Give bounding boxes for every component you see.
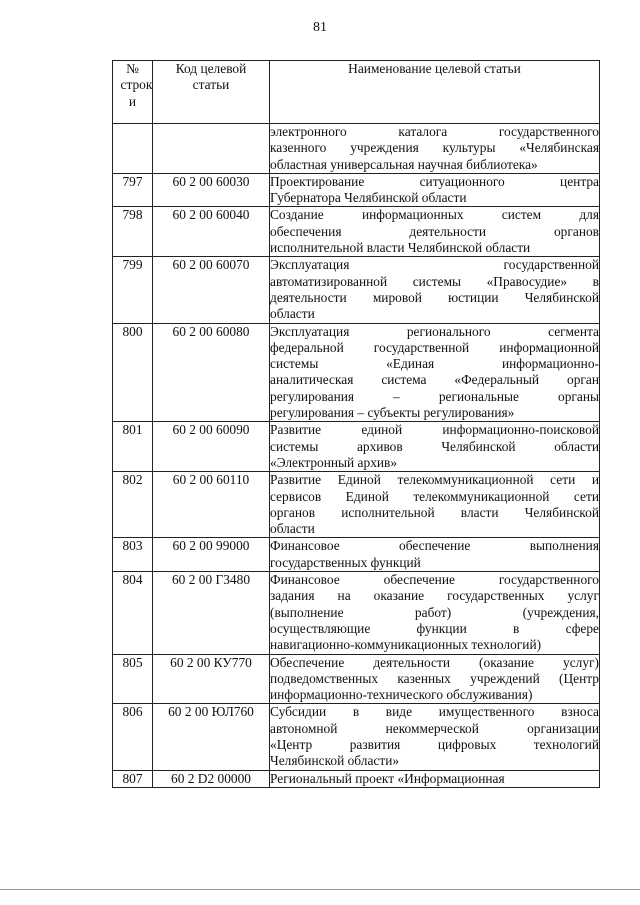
row-name-line: подведомственных казенных учреждений (Центр — [270, 670, 599, 686]
row-code: 60 2 00 60070 — [153, 257, 270, 323]
table-row — [113, 422, 600, 472]
row-name-line: Эксплуатация регионального сегмента — [270, 323, 599, 339]
row-number: 802 — [113, 472, 153, 538]
row-name — [270, 207, 600, 257]
row-code: 60 2 D2 00000 — [153, 770, 270, 787]
row-name-line: «Электронный архив» — [270, 454, 398, 470]
row-name-line: автономной некоммерческой организации — [270, 720, 599, 736]
row-name-line: Создание информационных систем для — [270, 207, 599, 223]
table-row — [113, 538, 600, 572]
row-name-line: электронного каталога государственного — [270, 124, 599, 139]
row-number — [113, 124, 153, 174]
row-name-line: системы архивов Челябинской области — [270, 438, 599, 454]
table-row — [113, 704, 600, 770]
row-name-line: Субсидии в виде имущественного взноса — [270, 704, 599, 720]
row-name-line: регулирования – субъекты регулирования» — [270, 405, 515, 421]
row-name-line: деятельности мировой юстиции Челябинской — [270, 289, 599, 305]
row-name-line: Региональный проект «Информационная — [270, 770, 505, 786]
row-name-line: задания на оказание государственных услуг — [270, 588, 599, 604]
header-name — [270, 61, 600, 124]
row-name-line: области — [270, 306, 315, 322]
header-code — [153, 61, 270, 124]
row-name-line: Развитие единой информационно-поисковой — [270, 422, 599, 438]
table-row — [113, 472, 600, 538]
table-row — [113, 173, 600, 207]
row-number: 805 — [113, 654, 153, 704]
row-name-line: исполнительной власти Челябинской области — [270, 240, 531, 256]
row-name-line: государственных функций — [270, 554, 421, 570]
header-name-label: Наименование целевой статьи — [348, 61, 521, 76]
table-row — [113, 770, 600, 787]
row-name-line: областная универсальная научная библиотека» — [270, 156, 538, 172]
row-number: 801 — [113, 422, 153, 472]
table-row — [113, 572, 600, 654]
table-row — [113, 124, 600, 174]
row-code: 60 2 00 60090 — [153, 422, 270, 472]
row-name — [270, 422, 600, 472]
row-name — [270, 472, 600, 538]
row-name-line: Эксплуатация государственной — [270, 257, 599, 273]
row-name-line: Челябинской области» — [270, 753, 400, 769]
row-name-line: Финансовое обеспечение государственного — [270, 572, 599, 588]
row-name-line: осуществляющие функции в сфере — [270, 620, 599, 636]
target-articles-table — [112, 60, 600, 788]
row-name-line: органов исполнительной власти Челябинской — [270, 504, 599, 520]
row-name-line: федеральной государственной информационной — [270, 339, 599, 355]
row-name-line: «Центр развития цифровых технологий — [270, 736, 599, 752]
row-name — [270, 538, 600, 572]
row-name-line: Проектирование ситуационного центра — [270, 173, 599, 189]
row-name-line: казенного учреждения культуры «Челябинская — [270, 140, 599, 156]
row-name-line: регулирования – региональные органы — [270, 388, 599, 404]
row-name — [270, 257, 600, 323]
row-number: 799 — [113, 257, 153, 323]
table-row — [113, 654, 600, 704]
row-name — [270, 572, 600, 654]
row-name-line: (выполнение работ) (учреждения, — [270, 604, 599, 620]
row-number: 803 — [113, 538, 153, 572]
row-name-line: обеспечения деятельности органов — [270, 223, 599, 239]
table-row — [113, 323, 600, 422]
page-bottom-rule — [0, 889, 640, 890]
table-body — [113, 124, 600, 788]
row-name — [270, 704, 600, 770]
row-name-line: области — [270, 521, 315, 537]
row-code: 60 2 00 ЮЛ760 — [153, 704, 270, 770]
row-name-line: информационно-технического обслуживания) — [270, 687, 533, 703]
row-name-line: Финансовое обеспечение выполнения — [270, 538, 599, 554]
table-row — [113, 257, 600, 323]
row-code — [153, 124, 270, 174]
header-num-label: № строк и — [120, 61, 153, 109]
row-name-line: Развитие Единой телекоммуникационной сети и — [270, 472, 599, 488]
row-number: 807 — [113, 770, 153, 787]
row-name-line: сервисов Единой телекоммуникационной сети — [270, 488, 599, 504]
row-name-line: Обеспечение деятельности (оказание услуг) — [270, 654, 599, 670]
row-name — [270, 654, 600, 704]
row-name-line: аналитическая система «Федеральный орган — [270, 372, 599, 388]
table-header-row — [113, 61, 600, 124]
row-name — [270, 173, 600, 207]
row-name-line: навигационно-коммуникационных технологий) — [270, 637, 542, 653]
row-number: 798 — [113, 207, 153, 257]
row-name — [270, 124, 600, 174]
row-number: 800 — [113, 323, 153, 422]
row-code: 60 2 00 60040 — [153, 207, 270, 257]
row-name — [270, 323, 600, 422]
row-code: 60 2 00 60030 — [153, 173, 270, 207]
row-code: 60 2 00 60110 — [153, 472, 270, 538]
row-code: 60 2 00 99000 — [153, 538, 270, 572]
header-code-label: Код целевой статьи — [175, 61, 247, 93]
row-code: 60 2 00 Г3480 — [153, 572, 270, 654]
row-code: 60 2 00 КУ770 — [153, 654, 270, 704]
row-name — [270, 770, 600, 787]
row-name-line: Губернатора Челябинской области — [270, 190, 467, 206]
row-name-line: системы «Единая информационно- — [270, 356, 599, 372]
header-num — [113, 61, 153, 124]
row-number: 806 — [113, 704, 153, 770]
row-number: 797 — [113, 173, 153, 207]
page-number: 81 — [313, 20, 327, 35]
row-code: 60 2 00 60080 — [153, 323, 270, 422]
row-number: 804 — [113, 572, 153, 654]
row-name-line: автоматизированной системы «Правосудие» в — [270, 273, 599, 289]
table-row — [113, 207, 600, 257]
